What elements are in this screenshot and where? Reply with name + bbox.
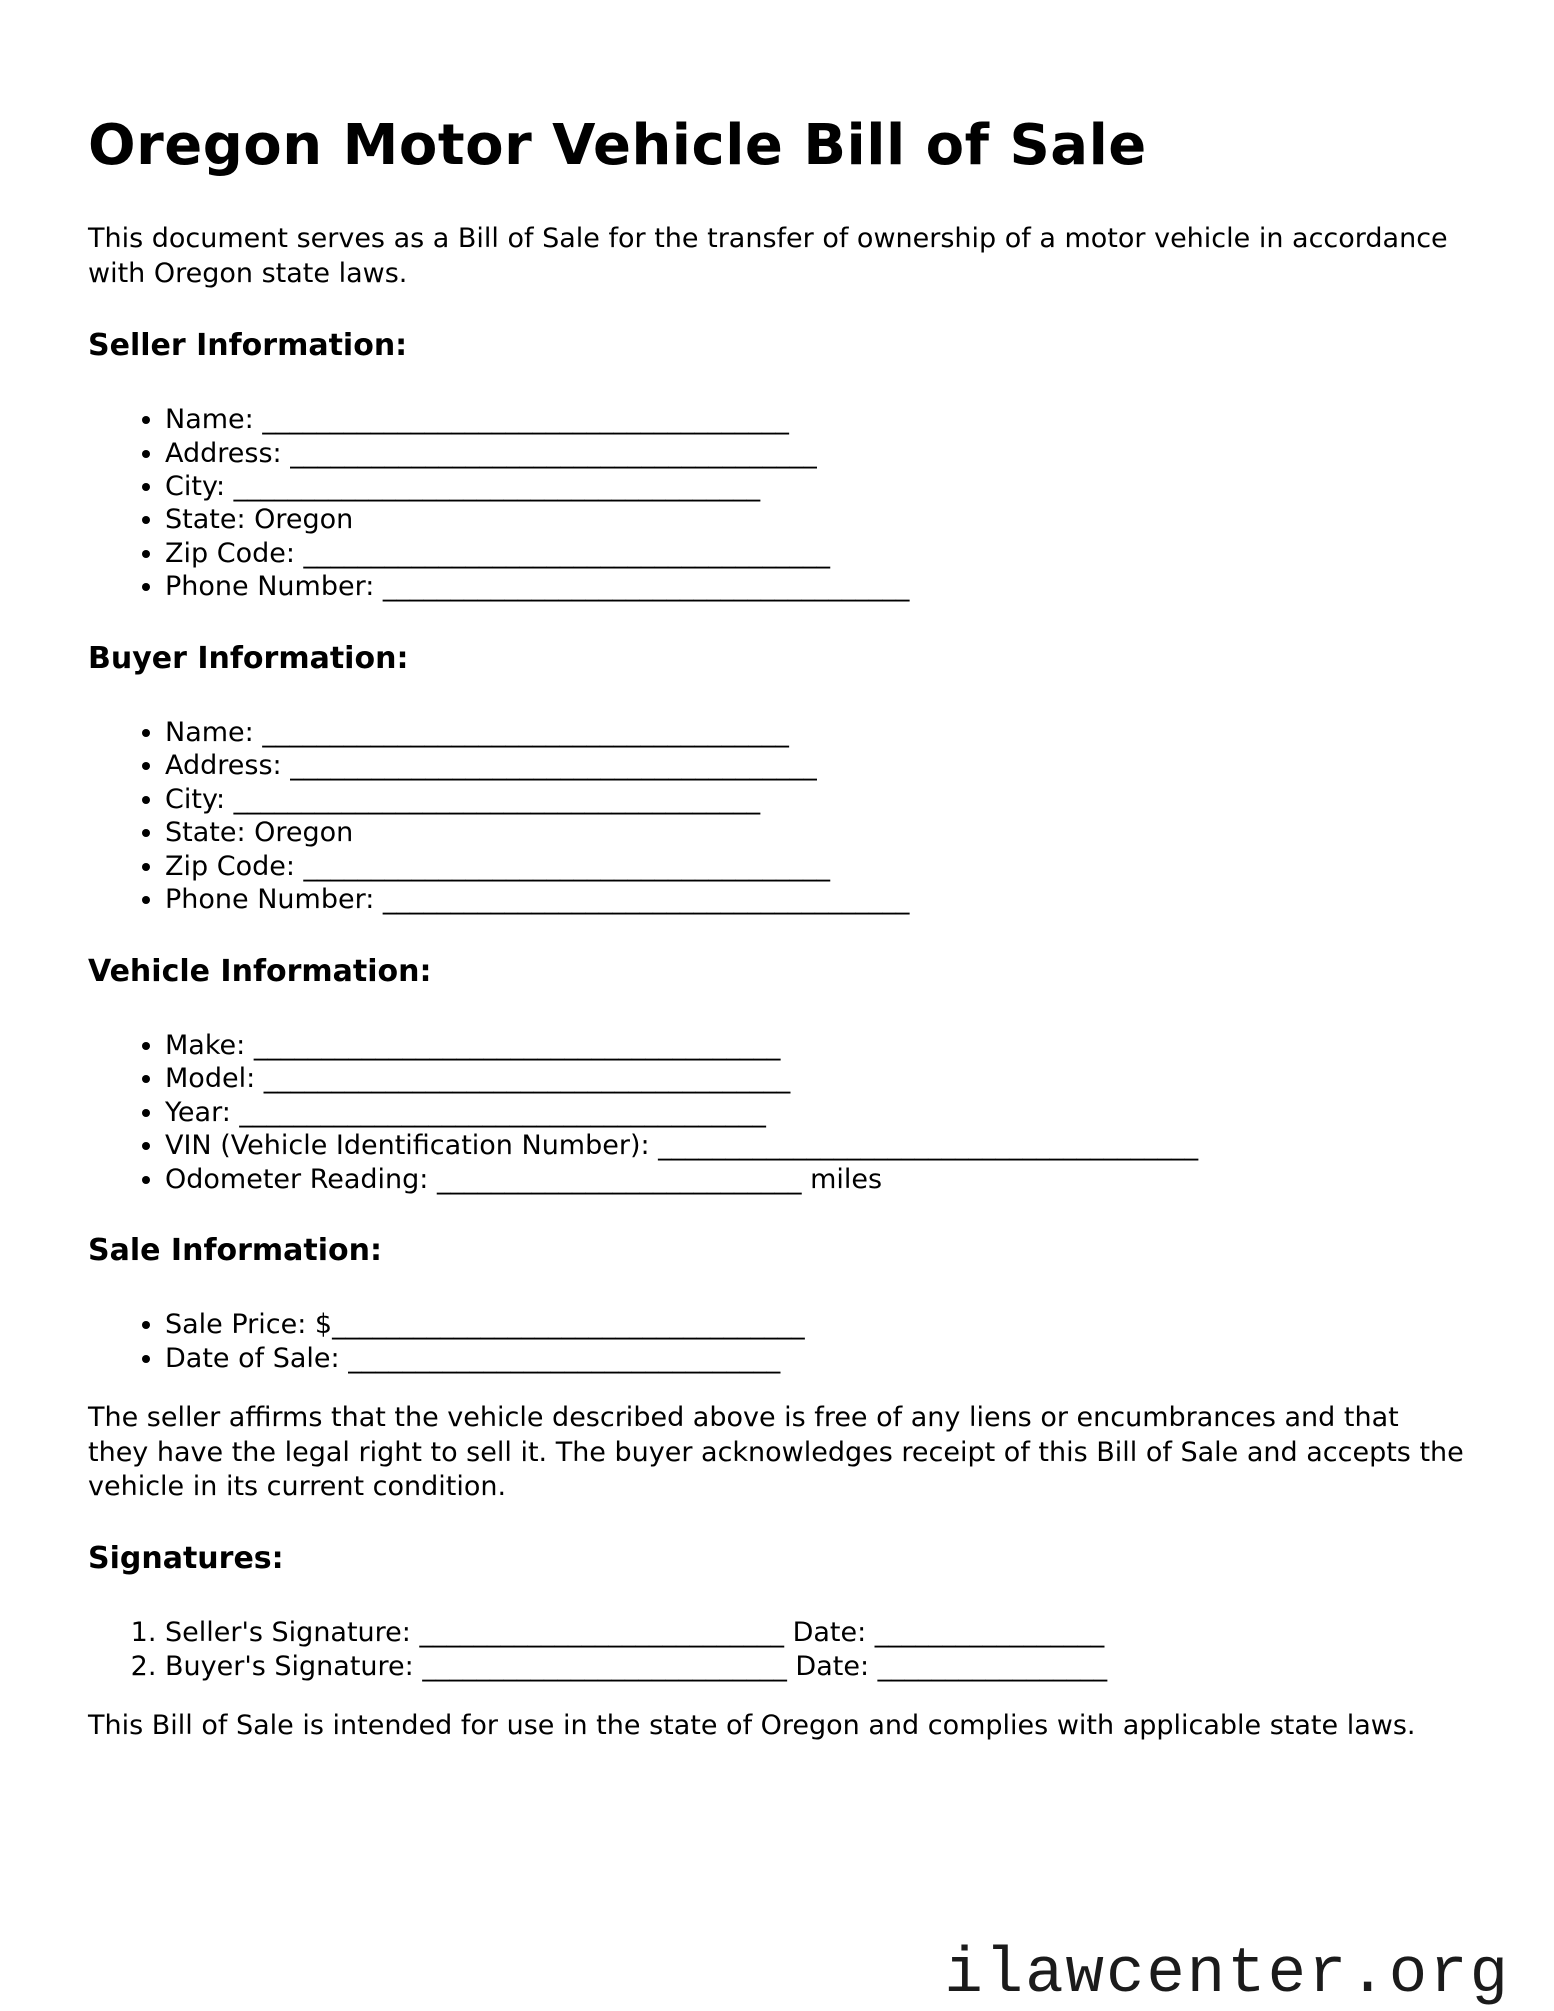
field-label: Address: [165,750,291,782]
field-label: State: Oregon [165,817,354,849]
signatures-list [88,1616,1466,1683]
form-field-item [165,1342,1466,1375]
field-label: Sale Price: $ [165,1309,333,1341]
form-field-item [165,470,1466,503]
page-title: Oregon Motor Vehicle Bill of Sale [88,113,1147,178]
date-blank-line: _________________ [877,1650,1108,1682]
date-label: Date: [783,1617,875,1649]
form-field-item [165,716,1466,749]
form-field-item [165,1163,1466,1196]
signature-row [165,1616,1466,1649]
field-label: State: Oregon [165,504,354,536]
blank-line: _______________________________________ [290,437,817,469]
form-section [88,1232,1466,1375]
form-field-item [165,570,1466,603]
blank-line: _______________________________________ [263,1063,791,1095]
field-label: VIN (Vehicle Identification Number): [165,1130,659,1162]
form-field-item [165,503,1466,536]
section-heading: Sale Information: [88,1233,382,1269]
form-field-item [165,850,1466,883]
form-field-item [165,437,1466,470]
blank-line: _______________________________________ [253,1029,781,1061]
field-label: Zip Code: [165,850,304,882]
field-label: Name: [165,404,263,436]
field-list [88,1308,1466,1375]
field-list [88,1029,1466,1196]
form-field-item [165,403,1466,436]
blank-line: ___________________________ [436,1163,802,1195]
signature-label: Seller's Signature: [165,1617,420,1649]
form-field-item [165,537,1466,570]
section-heading: Buyer Information: [88,640,409,676]
form-section [88,327,1466,604]
blank-line: _______________________________________ [290,750,817,782]
signature-row [165,1650,1466,1683]
section-heading: Seller Information: [88,327,408,363]
blank-line: ________________________________________ [658,1130,1199,1162]
field-label: City: [165,470,234,502]
blank-line: _______________________________________ [262,404,789,436]
form-field-item [165,1129,1466,1162]
field-label: Make: [165,1029,254,1061]
date-blank-line: _________________ [874,1617,1105,1649]
closing-paragraph: This Bill of Sale is intended for use in the state of Oregon and complies with applicable state laws. [88,1710,1416,1742]
form-section [88,953,1466,1196]
form-field-item [165,1096,1466,1129]
form-field-item [165,749,1466,782]
field-suffix: miles [801,1163,883,1195]
blank-line: _______________________________________ [303,850,831,882]
intro-paragraph: This document serves as a Bill of Sale for the transfer of ownership of a motor vehicle in accordance with Oregon state laws. [88,223,1448,289]
date-label: Date: [786,1650,878,1682]
form-field-item [165,816,1466,849]
footer-watermark: ilawcenter.org [944,1938,1510,2011]
field-list [88,403,1466,604]
field-label: Odometer Reading: [165,1163,437,1195]
blank-line: _______________________________________ [262,716,789,748]
blank-line: _______________________________________ [382,571,910,603]
signature-label: Buyer's Signature: [165,1650,423,1682]
field-label: Model: [165,1063,264,1095]
section-heading: Vehicle Information: [88,953,432,989]
blank-line: ________________________________ [348,1342,781,1374]
field-label: Phone Number: [165,571,383,603]
signature-blank-line: ___________________________ [422,1650,787,1682]
field-list [88,716,1466,917]
form-field-item [165,783,1466,816]
field-label: Name: [165,716,263,748]
field-label: Address: [165,437,291,469]
form-field-item [165,1308,1466,1341]
blank-line: _______________________________________ [303,537,831,569]
field-label: Phone Number: [165,884,383,916]
field-label: Date of Sale: [165,1342,349,1374]
blank-line: ___________________________________ [332,1309,805,1341]
blank-line: _______________________________________ [233,470,761,502]
signatures-heading: Signatures: [88,1541,284,1577]
blank-line: _______________________________________ [233,783,761,815]
field-label: Zip Code: [165,537,304,569]
field-label: Year: [165,1096,240,1128]
form-section [88,640,1466,917]
form-field-item [165,1029,1466,1062]
blank-line: _______________________________________ [382,884,910,916]
form-field-item [165,1062,1466,1095]
form-sections [88,327,1466,1375]
form-field-item [165,883,1466,916]
field-label: City: [165,783,234,815]
signature-blank-line: ___________________________ [419,1617,784,1649]
blank-line: _______________________________________ [239,1096,766,1128]
affirmation-paragraph: The seller affirms that the vehicle described above is free of any liens or encumbrances and that they have the legal right to sell it. The buyer acknowledges receipt of this Bill of Sale and accepts the vehicle in its current condition. [88,1402,1464,1502]
